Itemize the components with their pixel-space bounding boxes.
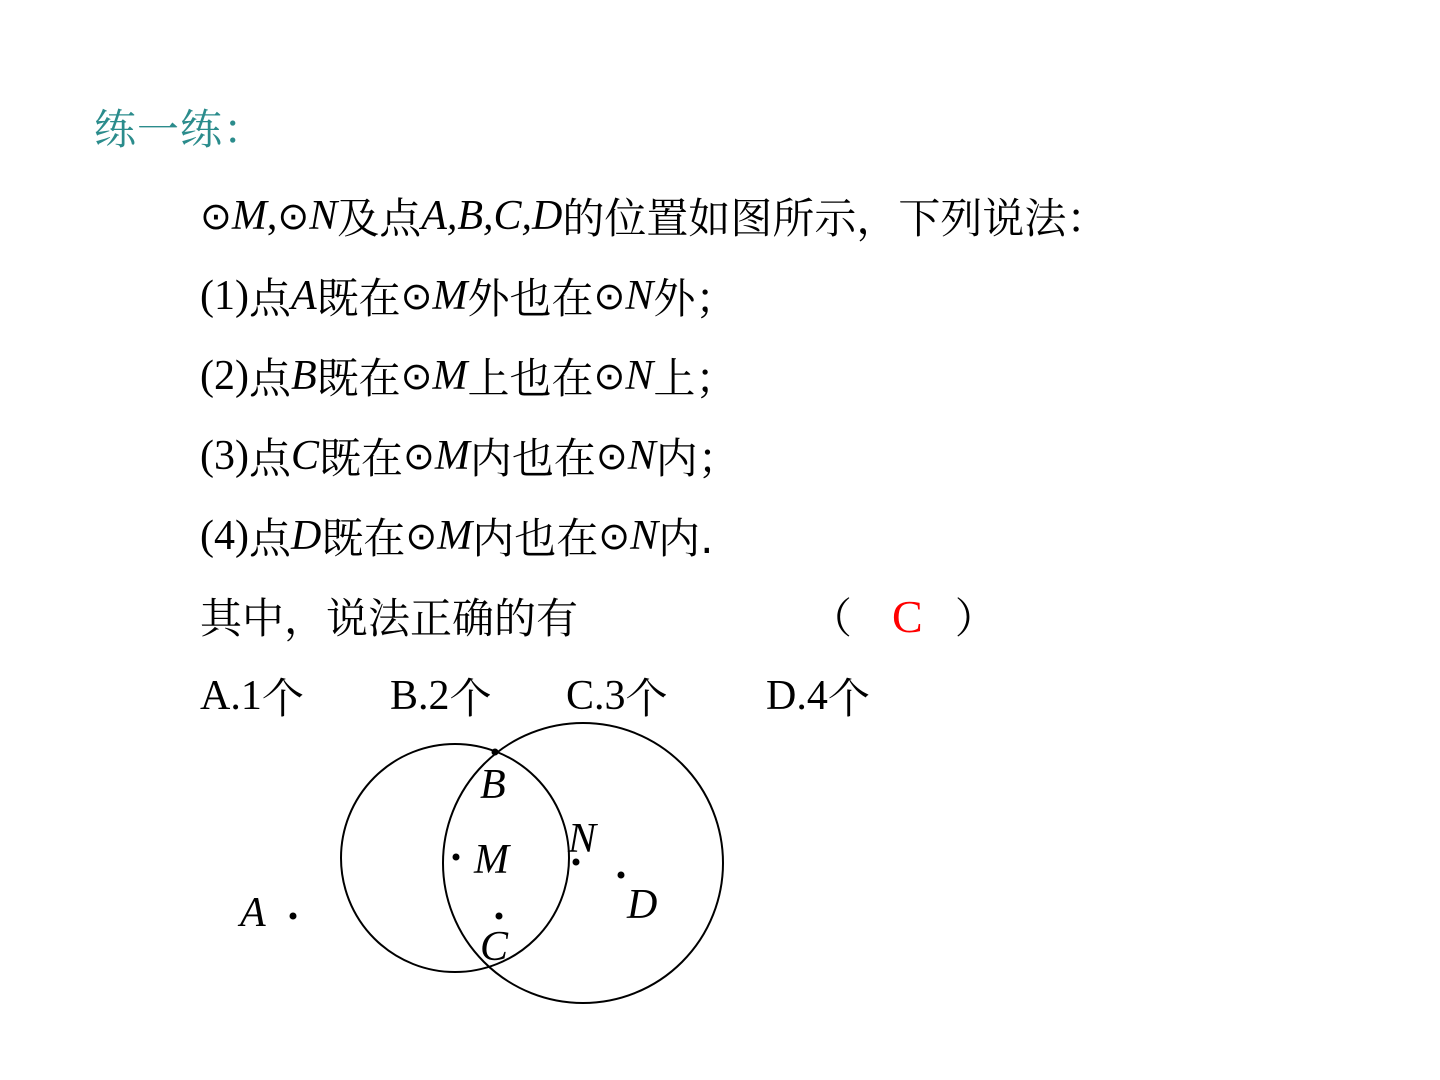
circle-n-name: N [625,273,654,319]
paren-open: （ [810,594,853,643]
statement-number: (2) [200,353,249,399]
statement-text: 上也在 [467,354,594,403]
point-d [618,872,625,879]
point-name: B [291,353,317,399]
circle-symbol: ⊙ [593,274,626,318]
statement-text: 既在 [321,514,406,563]
circle-n-name: N [630,513,659,559]
circle-symbol: ⊙ [403,434,435,478]
point-c [496,913,503,920]
answer-value: C [892,590,923,642]
statement-text: 内也在 [472,514,599,563]
circle-symbol: ⊙ [277,194,310,238]
statement-text: 点 [248,354,291,403]
point-m [453,854,460,861]
option-letter: A.1 [200,673,262,719]
paren-close: ） [954,594,997,643]
label-b: B [480,762,506,808]
label-n: N [568,816,597,862]
circle-m-name: M [432,273,468,319]
section-heading: 练一练： [94,105,267,154]
option-unit: 个 [261,674,304,723]
circle-symbol: ⊙ [400,274,433,318]
label-m: M [474,837,509,883]
circle-m-name: M [432,353,468,399]
circle-m-name: M [437,513,473,559]
statement-text: 内； [655,434,740,483]
intro-text: 及点 [337,194,422,243]
option-letter: C.3 [566,673,626,719]
statement-number: (1) [200,273,249,319]
option-letter: B.2 [390,673,450,719]
statement-text: 外； [653,274,738,323]
point-name: C [291,433,320,479]
circle-symbol: ⊙ [200,194,232,238]
question-prompt: 其中，说法正确的有 [200,594,579,643]
statement-text: 上； [653,354,738,403]
point-b [492,749,499,756]
label-c: C [480,924,509,970]
intro-text: 的位置如图所示，下列说法： [562,194,1109,243]
option-unit: 个 [625,674,668,723]
statement-text: 点 [248,434,291,483]
point-list: A,B,C,D [421,193,563,239]
circle-symbol: ⊙ [400,354,433,398]
circle-symbol: ⊙ [593,354,626,398]
option-letter: D.4 [766,673,828,719]
statement-number: (3) [200,433,249,479]
point-name: A [291,273,317,319]
statement-text: 点 [248,274,291,323]
statement-text: 既在 [316,274,401,323]
statement-number: (4) [200,513,249,559]
label-a: A [240,890,266,936]
statement-text: 点 [248,514,291,563]
circle-symbol: ⊙ [595,434,628,478]
circle-n-name: N [627,433,656,479]
separator: , [266,193,278,239]
circle-symbol: ⊙ [598,514,631,558]
circle-n-name: N [625,353,654,399]
circle-m-name: M [231,193,267,239]
point-a [290,913,297,920]
point-name: D [291,513,322,559]
circle-n-name: N [309,193,338,239]
option-unit: 个 [827,674,870,723]
statement-text: 既在 [316,354,401,403]
statement-text: 内也在 [469,434,596,483]
statement-text: 内. [658,514,714,563]
option-unit: 个 [449,674,492,723]
statement-text: 外也在 [467,274,594,323]
circle-symbol: ⊙ [405,514,438,558]
statement-text: 既在 [319,434,404,483]
circle-m-name: M [434,433,470,479]
label-d: D [627,882,658,928]
